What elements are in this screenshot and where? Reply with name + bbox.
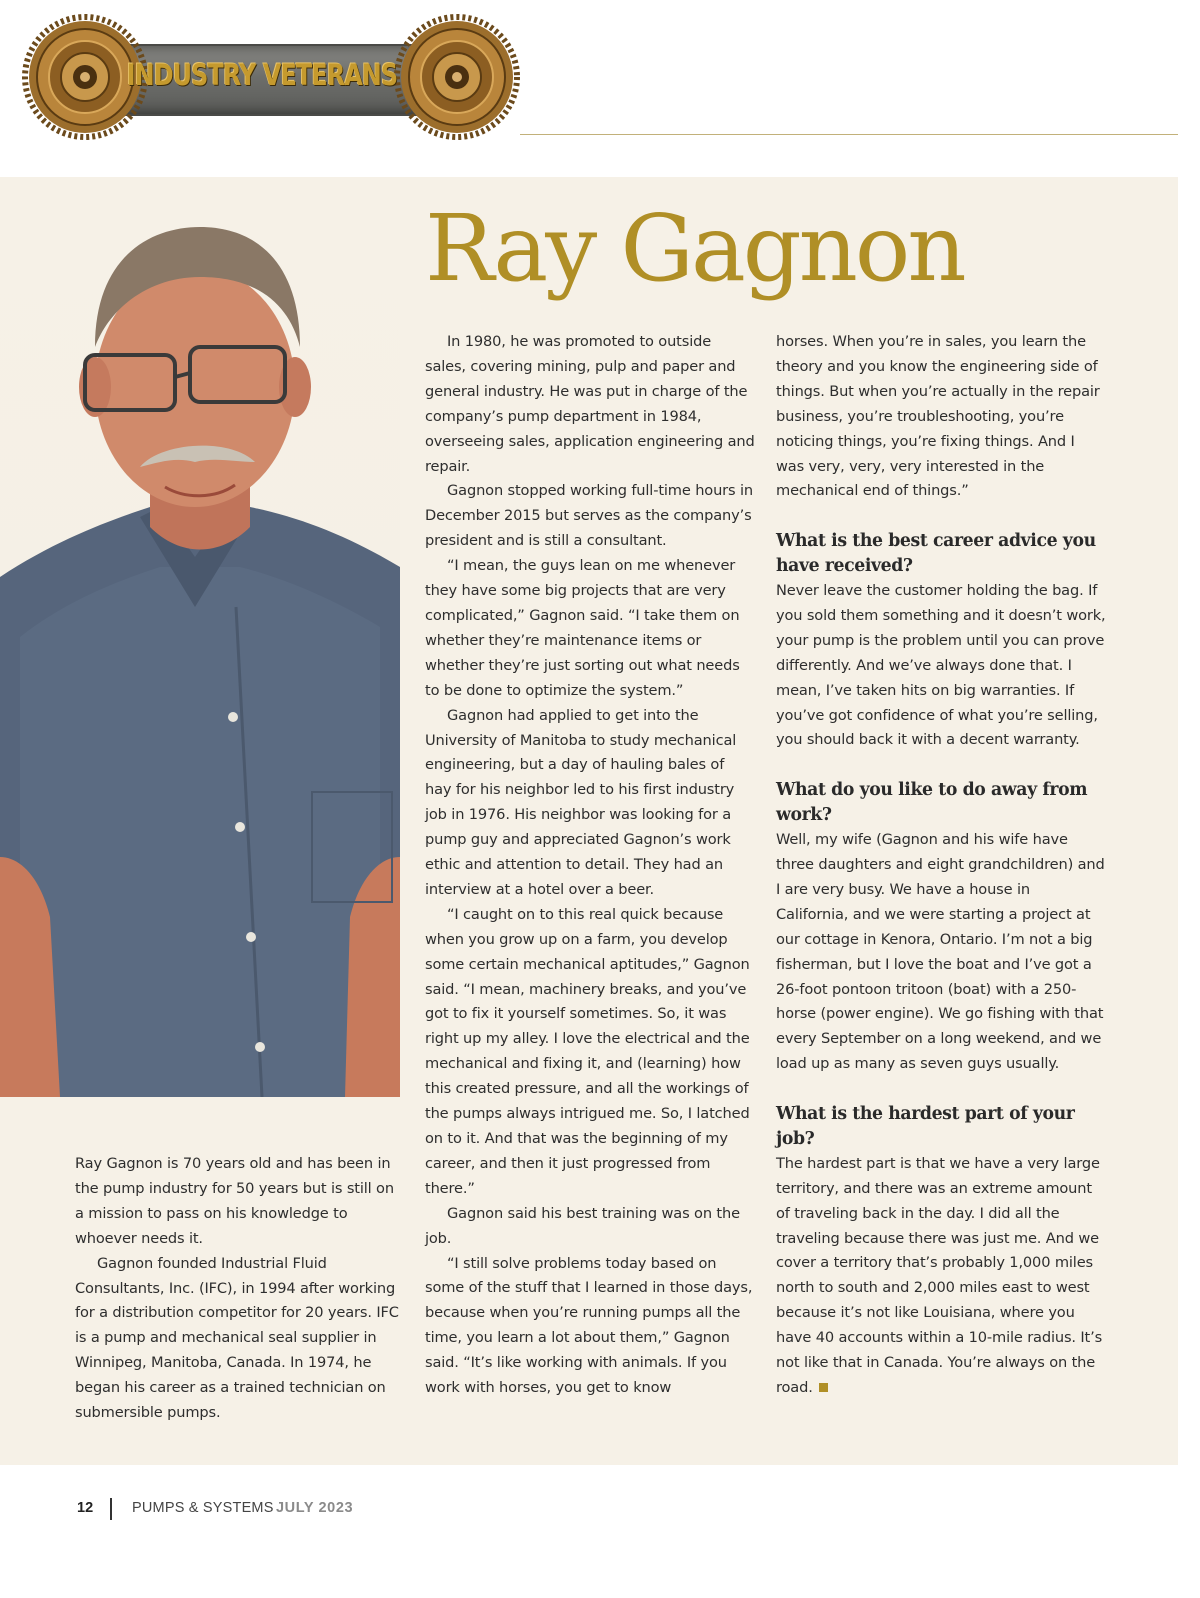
article-column-3 xyxy=(776,330,1106,1401)
footer-divider xyxy=(110,1498,112,1520)
paragraph: Gagnon stopped working full-time hours in December 2015 but serves as the company’s president and is still a consultant. xyxy=(425,482,753,550)
paragraph: Gagnon had applied to get into the University of Manitoba to study mechanical engineering, but a day of hauling bales of hay for his neighbor led to his first industry job in 1976. His neighbor was looking for a pump guy and appreciated Gagnon’s work ethic and attention to detail. They had an interview at a hotel over a beer. xyxy=(425,706,737,898)
question-heading: What is the hardest part of your job? xyxy=(776,1104,1075,1149)
answer-paragraph xyxy=(776,1152,1106,1401)
portrait-photo xyxy=(0,217,400,1097)
paragraph: “I mean, the guys lean on me whenever they have some big projects that are very complicated,” Gagnon said. “I take them on whether they’re maintenance items or whether they’re just sorting out what needs to be done to optimize the system.” xyxy=(425,557,740,699)
answer-text: The hardest part is that we have a very large territory, and there was an extreme amount of traveling back in the day. I did all the traveling because there was just me. And we cover a territory that’s probably 1,000 miles north to south and 2,000 miles east to west because it’s not like Louisiana, where you have 40 accounts within a 10-mile radius. It’s not like that in Canada. You’re always on the road. xyxy=(776,1154,1103,1397)
gear-icon xyxy=(394,14,520,140)
answer-paragraph: Never leave the customer holding the bag. If you sold them something and it doesn’t work, your pump is the problem until you can prove differently. And we’ve always done that. I mean, I’ve taken hits on big warranties. If you’ve got confidence of what you’re selling, you should back it with a decent warranty. xyxy=(776,582,1106,749)
header-divider xyxy=(520,134,1178,135)
paragraph: In 1980, he was promoted to outside sales, covering mining, pulp and paper and general industry. He was put in charge of the company’s pump department in 1984, overseeing sales, application engineering and repair. xyxy=(425,333,755,475)
paragraph: “I still solve problems today based on some of the stuff that I learned in those days, because when you’re running pumps all the time, you learn a lot about them,” Gagnon said. “It’s like working with animals. If you work with horses, you get to know xyxy=(425,1254,753,1397)
paragraph: Ray Gagnon is 70 years old and has been in the pump industry for 50 years but is still on a mission to pass on his knowledge to whoever needs it. xyxy=(75,1155,394,1247)
page-number: 12 xyxy=(77,1500,94,1516)
paragraph: Gagnon said his best training was on the job. xyxy=(425,1204,740,1247)
answer-paragraph: Well, my wife (Gagnon and his wife have three daughters and eight grandchildren) and I are very busy. We have a house in California, and we were starting a project at our cottage in Kenora, Ontario. I’m not a big fisherman, but I love the boat and I’ve got a 26-foot pontoon tritoon (boat) with a 250-horse (power engine). We go fishing with that every September on a long weekend, and we load up as many as seven guys usually. xyxy=(776,831,1105,1073)
section-banner xyxy=(22,14,522,140)
paragraph: horses. When you’re in sales, you learn the theory and you know the engineering side of things. But when you’re actually in the repair business, you’re troubleshooting, you’re noticing things, you’re fixing things. And I was very, very, very interested in the mechanical end of things.” xyxy=(776,333,1100,500)
issue-date: JULY 2023 xyxy=(276,1500,354,1516)
section-label: INDUSTRY VETERANS xyxy=(126,58,398,92)
article-column-1 xyxy=(75,1152,405,1426)
end-mark-icon xyxy=(819,1383,828,1392)
question-heading: What do you like to do away from work? xyxy=(776,780,1088,826)
question-heading: What is the best career advice you have received? xyxy=(776,531,1096,577)
publication-name: PUMPS & SYSTEMS xyxy=(132,1500,274,1516)
article-title: Ray Gagnon xyxy=(425,195,964,302)
paragraph: Gagnon founded Industrial Fluid Consultants, Inc. (IFC), in 1994 after working for a distribution competitor for 20 years. IFC is a pump and mechanical seal supplier in Winnipeg, Manitoba, Canada. In 1974, he began his career as a trained technician on submersible pumps. xyxy=(75,1254,399,1422)
paragraph: “I caught on to this real quick because when you grow up on a farm, you develop some certain mechanical aptitudes,” Gagnon said. “I mean, machinery breaks, and you’ve got to fix it yourself sometimes. So, it was right up my alley. I love the electrical and the mechanical and fixing it, and (learning) how this created pressure, and all the workings of the pumps always intrigued me. So, I latched on to it. And that was the beginning of my career, and then it just progressed from there.” xyxy=(425,905,750,1197)
article-column-2 xyxy=(425,330,755,1401)
